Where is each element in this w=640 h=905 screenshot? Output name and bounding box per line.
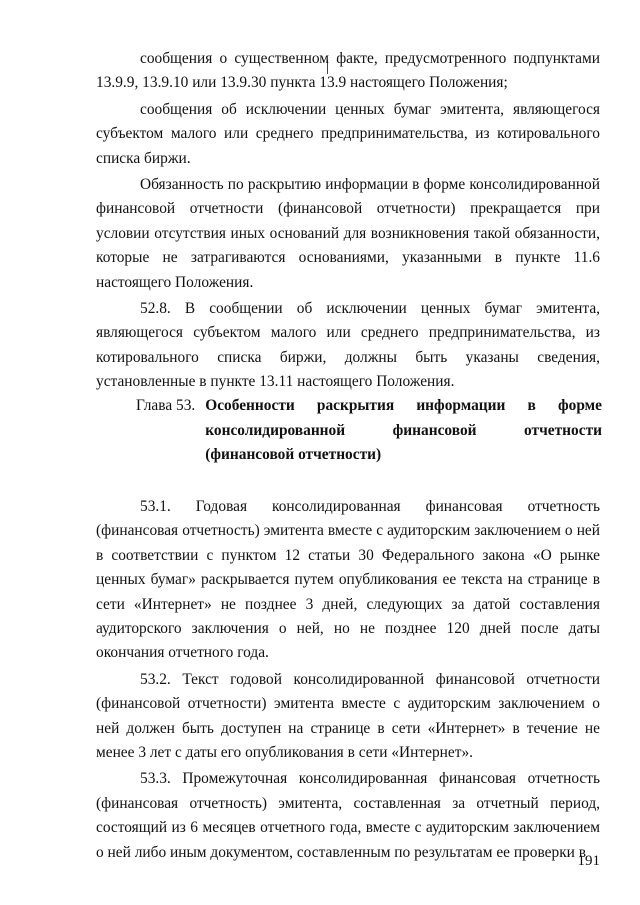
paragraph: 53.1. Годовая консолидированная финансовая отчетность (финансовая отчетность) эмитента вместе с аудиторским заключением о ней в соответствии с пунктом 12 статьи 30 Федерального закона «О рынке ценных бумаг» раскрывается путем опубликования ее текста на странице в сети «Интернет» не позднее 3 дней, следующих за датой составления аудиторского заключения о ней, но не позднее 120 дней после даты окончания отчетного года.: [96, 498, 600, 662]
paragraph: 53.3. Промежуточная консолидированная финансовая отчетность (финансовая отчетность) эмитента, составленная за отчетный период, состоящий из 6 месяцев отчетного года, вместе с аудиторским заключением о ней либо иным документом, составленным по результатам ее проверки в: [96, 770, 600, 861]
paragraph: сообщения об исключении ценных бумаг эмитента, являющегося субъектом малого или среднего предпринимательства, из котировального списка биржи.: [96, 100, 600, 167]
paragraphs-after-heading: [96, 495, 600, 865]
paragraphs-before-heading: [96, 47, 600, 395]
paragraph: сообщения о существенном факте, предусмотренного подпунктами 13.9.9, 13.9.10 или 13.9.30 пункта 13.9 настоящего Положения;: [96, 50, 600, 92]
chapter-number: Глава 53.: [136, 397, 196, 414]
chapter-title: Особенности раскрытия информации в форме консолидированной финансовой отчетности (финансовой отчетности): [205, 397, 602, 464]
paragraph: 52.8. В сообщении об исключении ценных бумаг эмитента, являющегося субъектом малого или среднего предпринимательства, из котировального списка биржи, должны быть указаны сведения, установленные в пункте 13.11 настоящего Положения.: [96, 300, 600, 391]
paragraph: 53.2. Текст годовой консолидированной финансовой отчетности (финансовой отчетности) эмитента вместе с аудиторским заключением о ней должен быть доступен на странице в сети «Интернет» в течение не менее 3 лет с даты его опубликования в сети «Интернет».: [96, 670, 600, 762]
paragraph: Обязанность по раскрытию информации в форме консолидированной финансовой отчетности (финансовой отчетности) прекращается при условии отсутствия иных оснований для возникновения такой обязанности, которые не затрагиваются основаниями, указанными в пункте 11.6 настоящего Положения.: [96, 176, 600, 291]
chapter-heading: [136, 394, 602, 468]
page-number: 191: [577, 853, 600, 869]
